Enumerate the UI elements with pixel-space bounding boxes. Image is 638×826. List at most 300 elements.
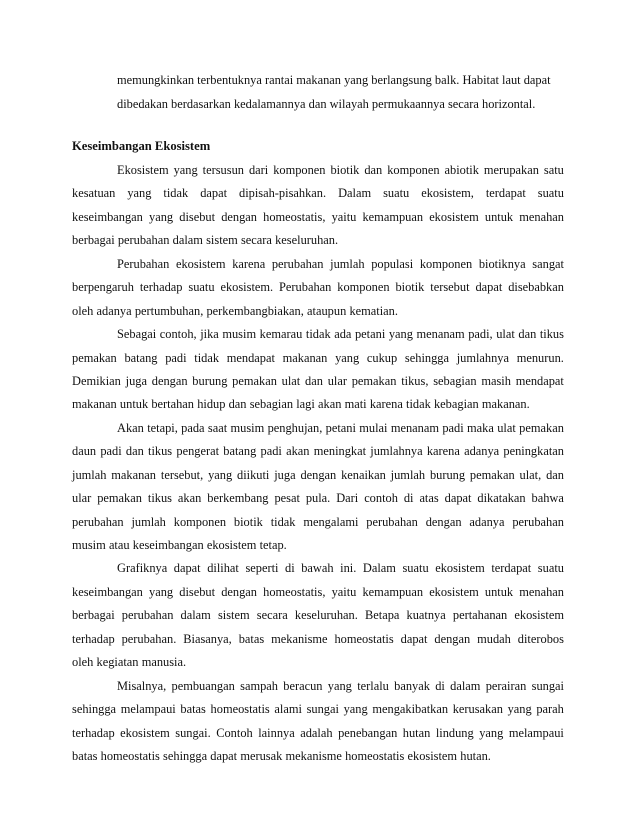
- word: burung: [192, 373, 228, 388]
- word: menahan: [519, 584, 564, 599]
- word: terhadap: [72, 631, 115, 646]
- word: satu: [543, 163, 564, 177]
- word: manusia.: [141, 655, 187, 670]
- word: tikus,: [401, 373, 429, 388]
- word: disebabkan: [508, 280, 564, 295]
- word: atau: [108, 538, 130, 552]
- word: kuatnya: [406, 608, 446, 623]
- word: ular: [327, 373, 347, 388]
- word: juga: [274, 467, 296, 482]
- word: hutan.: [460, 748, 491, 763]
- word: cukup: [366, 350, 398, 365]
- word: kerusakan: [452, 702, 503, 717]
- word: merusak: [240, 748, 283, 763]
- word: peningkatan: [503, 444, 564, 459]
- word: populasi: [371, 256, 414, 271]
- word: dan: [125, 444, 144, 459]
- word: dan: [546, 467, 564, 482]
- word: batang: [223, 444, 257, 459]
- word: ulat: [281, 373, 301, 388]
- word: biotik: [330, 163, 360, 177]
- word: perubahan.: [121, 631, 177, 646]
- word: saat: [207, 420, 228, 435]
- word: mengalami: [303, 514, 359, 529]
- word: padi: [442, 420, 464, 435]
- word: suatu: [537, 561, 564, 576]
- word: Ekosistem: [117, 163, 169, 177]
- word: ekosistem: [120, 725, 170, 740]
- paragraph-line: [72, 276, 564, 299]
- word: daun: [72, 444, 97, 459]
- word: yang: [479, 725, 504, 740]
- word: hidup: [197, 397, 226, 412]
- word: dapat: [200, 186, 228, 201]
- word: terdapat: [485, 186, 526, 201]
- word: mekanisme: [271, 631, 328, 646]
- word: dipisah-pisahkan.: [239, 186, 327, 201]
- word: terhadap: [139, 280, 183, 295]
- word: Grafiknya: [117, 561, 168, 576]
- word: jumlah: [390, 467, 426, 482]
- word: berpengaruh: [72, 280, 134, 295]
- word: jumlah: [72, 467, 107, 482]
- word: kegiatan: [96, 655, 139, 670]
- word: karena: [426, 444, 460, 459]
- word: hutan: [402, 725, 431, 740]
- word: pengerat: [176, 444, 220, 459]
- paragraph-line: [72, 323, 564, 346]
- word: berkembang: [207, 491, 269, 506]
- word: untuk: [119, 397, 149, 412]
- word: komponen: [387, 163, 440, 177]
- paragraph-line: [72, 159, 564, 182]
- paragraph-line: [72, 722, 564, 745]
- word: Dari: [336, 491, 359, 506]
- word: Dalam: [338, 186, 372, 201]
- word: komponen: [419, 256, 473, 271]
- word: masih: [481, 373, 511, 388]
- word: dalam: [172, 233, 203, 248]
- word: dan: [305, 373, 323, 388]
- word: tersusun: [202, 163, 244, 177]
- word: keseimbangan: [132, 538, 204, 552]
- paragraph-line: [72, 698, 564, 721]
- word: jumlahnya: [370, 444, 423, 459]
- word: batas: [238, 631, 265, 646]
- word: yaitu: [331, 584, 357, 599]
- word: biotik: [233, 514, 263, 529]
- word: homeostatis,: [263, 584, 326, 599]
- word: batang: [124, 350, 158, 365]
- word: makanan: [282, 350, 328, 365]
- word: secara: [256, 608, 288, 623]
- word: alami: [274, 702, 302, 717]
- word: pemakan: [72, 350, 117, 365]
- word: yang: [507, 702, 532, 717]
- word: Akan: [117, 420, 144, 435]
- word: tidak: [194, 350, 220, 365]
- word: sebagian: [433, 373, 477, 388]
- word: perubahan: [271, 256, 324, 271]
- paragraph-line: [72, 347, 564, 370]
- word: merupakan: [483, 163, 539, 177]
- word: jumlahnya: [456, 350, 509, 365]
- word: dengan: [221, 584, 257, 599]
- word: di: [435, 678, 445, 693]
- paragraph-line: [72, 534, 564, 557]
- word: yang: [388, 327, 413, 342]
- word: lagi: [296, 397, 315, 412]
- intro-line: memungkinkan terbentuknya rantai makanan yang berlangsung balk. Habitat laut dapat: [117, 73, 551, 87]
- paragraph-line: [72, 229, 564, 252]
- word: yaitu: [331, 209, 357, 224]
- word: pada: [181, 420, 205, 435]
- word: homeostatis: [210, 702, 270, 717]
- word: sehingga: [163, 748, 208, 763]
- word: ulat: [496, 327, 515, 342]
- word: pemakan: [469, 467, 515, 482]
- word: mengakibatkan: [372, 702, 449, 717]
- word: dengan: [300, 467, 337, 482]
- word: musim: [72, 538, 106, 552]
- paragraph: [72, 159, 564, 253]
- word: pesat: [274, 491, 300, 506]
- word: petani: [354, 327, 386, 342]
- word: Sebagai: [117, 327, 157, 342]
- word: pertumbuhan,: [134, 303, 204, 318]
- word: perubahan: [366, 514, 418, 529]
- word: sungai: [531, 678, 564, 693]
- word: sampah: [240, 678, 278, 693]
- paragraph-line: [72, 745, 564, 768]
- word: diikuti: [237, 467, 270, 482]
- paragraph-line: [72, 628, 564, 651]
- word: kematian.: [349, 303, 398, 318]
- word: dan: [364, 163, 383, 177]
- word: musim: [230, 420, 265, 435]
- word: melampaui: [508, 725, 564, 740]
- paragraph-line: [72, 300, 564, 323]
- word: keseimbangan: [72, 584, 143, 599]
- word: sebagian: [249, 397, 294, 412]
- paragraph-line: [72, 440, 564, 463]
- word: sungai.: [175, 725, 211, 740]
- word: adanya: [469, 514, 505, 529]
- word: mendapat: [226, 350, 275, 365]
- word: burung: [429, 467, 466, 482]
- word: suatu: [188, 280, 215, 295]
- word: abiotik: [444, 163, 479, 177]
- word: pemakan: [519, 420, 564, 435]
- word: diterobos: [517, 631, 564, 646]
- word: ekosistem: [429, 209, 479, 224]
- paragraph-line: [72, 464, 564, 487]
- word: Perubahan: [117, 256, 170, 271]
- paragraph: [72, 675, 564, 769]
- word: tikus: [539, 327, 564, 342]
- word: akan: [286, 444, 310, 459]
- word: ekosistem: [407, 748, 458, 763]
- word: sistem: [217, 608, 250, 623]
- word: makanan: [111, 467, 157, 482]
- word: pemakan: [232, 373, 277, 388]
- word: dikatakan: [477, 491, 526, 506]
- word: yang: [149, 209, 174, 224]
- word: padi: [260, 444, 282, 459]
- paragraph-line: [72, 206, 564, 229]
- word: disebut: [179, 209, 216, 224]
- word: tikus: [147, 491, 172, 506]
- word: terdapat: [491, 561, 532, 576]
- paragraph: [72, 417, 564, 558]
- paragraph-line: [72, 651, 564, 674]
- paragraph: [72, 323, 564, 417]
- word: yang: [335, 350, 360, 365]
- word: ulat,: [519, 467, 542, 482]
- paragraph-line: [72, 393, 564, 416]
- word: Perubahan: [279, 280, 332, 295]
- word: tikus: [148, 444, 173, 459]
- word: kesatuan: [72, 186, 116, 201]
- word: dengan: [221, 209, 257, 224]
- word: ular: [72, 491, 92, 506]
- paragraph-line: [72, 182, 564, 205]
- word: banyak: [394, 678, 430, 693]
- word: yang: [173, 163, 198, 177]
- section-heading: Keseimbangan Ekosistem: [72, 139, 211, 153]
- word: petani: [325, 420, 356, 435]
- word: sistem: [206, 233, 238, 248]
- word: tetap.: [259, 538, 287, 552]
- word: suatu: [402, 561, 429, 576]
- word: mendapat: [515, 373, 564, 388]
- word: Biasanya,: [183, 631, 232, 646]
- word: adalah: [300, 725, 333, 740]
- word: ekosistem: [206, 538, 257, 552]
- word: penghujan,: [267, 420, 323, 435]
- word: makanan.: [481, 397, 530, 412]
- word: homeostatis: [345, 748, 405, 763]
- paragraph-line: [72, 557, 564, 580]
- word: kebagian: [433, 397, 479, 412]
- word: jumlah: [330, 256, 365, 271]
- word: yang: [327, 678, 352, 693]
- word: dapat: [400, 631, 428, 646]
- word: karena: [369, 397, 403, 412]
- word: yang: [208, 467, 233, 482]
- word: kemarau: [259, 327, 303, 342]
- paragraph: [72, 557, 564, 674]
- word: pula.: [305, 491, 331, 506]
- paragraph-line: [72, 604, 564, 627]
- word: bahwa: [531, 491, 564, 506]
- word: parah: [536, 702, 564, 717]
- word: komponen: [337, 280, 390, 295]
- word: lindung: [435, 725, 474, 740]
- paragraph-line: [72, 581, 564, 604]
- word: menahan: [519, 209, 564, 224]
- word: ulat: [497, 420, 516, 435]
- word: batas: [180, 702, 206, 717]
- word: keseluruhan.: [275, 233, 339, 248]
- word: seperti: [245, 561, 279, 576]
- word: dilihat: [207, 561, 239, 576]
- word: terlalu: [357, 678, 389, 693]
- word: ekosistem,: [421, 186, 474, 201]
- word: penebangan: [338, 725, 398, 740]
- word: perkembangbiakan,: [206, 303, 304, 318]
- word: padi: [100, 444, 122, 459]
- paragraph-line: [72, 511, 564, 534]
- word: perubahan: [121, 608, 174, 623]
- word: yang: [149, 584, 174, 599]
- word: tidak: [406, 397, 431, 412]
- word: menanam: [390, 420, 440, 435]
- word: oleh: [72, 303, 94, 318]
- word: melampaui: [120, 702, 176, 717]
- word: dan: [518, 327, 537, 342]
- word: dan: [228, 397, 247, 412]
- word: ekosistem: [435, 561, 485, 576]
- word: untuk: [484, 584, 514, 599]
- word: dapat: [210, 748, 238, 763]
- word: komponen: [273, 163, 326, 177]
- word: jika: [200, 327, 219, 342]
- word: mati: [344, 397, 367, 412]
- word: ekosistem.: [220, 280, 274, 295]
- word: atas: [419, 491, 439, 506]
- word: biotik: [395, 280, 425, 295]
- word: sehingga: [404, 350, 449, 365]
- word: disebut: [179, 584, 216, 599]
- word: beracun: [283, 678, 323, 693]
- word: musim: [222, 327, 257, 342]
- word: akan: [177, 491, 202, 506]
- word: suatu: [537, 186, 564, 201]
- word: berbagai: [72, 233, 115, 248]
- word: contoh: [364, 491, 398, 506]
- word: biotiknya: [478, 256, 526, 271]
- word: dengan: [151, 373, 188, 388]
- paragraph-line: [72, 487, 564, 510]
- word: ekosistem: [514, 608, 564, 623]
- word: tidak: [163, 186, 189, 201]
- word: pembuangan: [171, 678, 235, 693]
- word: terhadap: [72, 725, 115, 740]
- word: homeostatis: [334, 631, 394, 646]
- word: menurun.: [516, 350, 564, 365]
- word: tidak: [305, 327, 331, 342]
- word: pemakan: [97, 491, 142, 506]
- word: adanya: [464, 444, 500, 459]
- word: mulai: [359, 420, 388, 435]
- word: dapat: [475, 280, 503, 295]
- word: perubahan: [117, 233, 170, 248]
- word: kenaikan: [341, 467, 386, 482]
- word: adanya: [96, 303, 132, 318]
- word: Misalnya,: [117, 678, 167, 693]
- word: secara: [240, 233, 272, 248]
- word: dalam: [450, 678, 481, 693]
- word: yang: [127, 186, 152, 201]
- word: oleh: [72, 655, 94, 670]
- body-text: [72, 159, 564, 768]
- word: berbagai: [72, 608, 115, 623]
- word: batas: [72, 748, 98, 763]
- paragraph-line: [72, 370, 564, 393]
- word: perairan: [485, 678, 527, 693]
- intro-line: dibedakan berdasarkan kedalamannya dan wilayah permukaannya secara horizontal.: [117, 96, 536, 111]
- word: Contoh: [216, 725, 253, 740]
- word: kemampuan: [362, 209, 424, 224]
- word: padi: [165, 350, 187, 365]
- word: ini.: [340, 561, 357, 576]
- word: mudah: [477, 631, 511, 646]
- word: dengan: [425, 514, 462, 529]
- word: contoh,: [159, 327, 197, 342]
- word: Betapa: [364, 608, 400, 623]
- word: yang: [343, 702, 368, 717]
- word: dengan: [434, 631, 471, 646]
- word: kemampuan: [362, 584, 424, 599]
- word: ekosistem: [429, 584, 479, 599]
- word: ada: [334, 327, 352, 342]
- word: pemakan: [351, 373, 397, 388]
- word: menanam: [416, 327, 465, 342]
- word: bawah: [301, 561, 334, 576]
- word: pertahanan: [452, 608, 508, 623]
- intro-continuation: [117, 69, 565, 116]
- word: tersebut,: [160, 467, 204, 482]
- word: homeostatis: [100, 748, 160, 763]
- word: keseimbangan: [72, 209, 143, 224]
- word: homeostatis,: [263, 209, 326, 224]
- word: sehingga: [72, 702, 117, 717]
- word: tersebut: [430, 280, 470, 295]
- word: akan: [318, 397, 342, 412]
- word: jumlah: [131, 514, 166, 529]
- paragraph-line: [72, 417, 564, 440]
- word: maka: [467, 420, 494, 435]
- word: meningkat: [313, 444, 367, 459]
- word: ataupun: [307, 303, 347, 318]
- word: juga: [125, 373, 147, 388]
- word: dari: [248, 163, 269, 177]
- word: dapat: [173, 561, 201, 576]
- word: komponen: [173, 514, 227, 529]
- paragraph-line: [72, 675, 564, 698]
- word: karena: [232, 256, 266, 271]
- word: Demikian: [72, 373, 121, 388]
- paragraph-line: [72, 253, 564, 276]
- word: di: [403, 491, 414, 506]
- word: keseluruhan.: [294, 608, 358, 623]
- word: perubahan: [512, 514, 564, 529]
- word: suatu: [383, 186, 410, 201]
- word: dapat: [444, 491, 472, 506]
- word: sungai: [306, 702, 339, 717]
- paragraph: [72, 253, 564, 323]
- word: dalam: [180, 608, 211, 623]
- word: sangat: [532, 256, 564, 271]
- word: ekosistem: [175, 256, 226, 271]
- word: bertahan: [151, 397, 194, 412]
- word: makanan: [72, 397, 117, 412]
- word: tetapi,: [147, 420, 178, 435]
- word: untuk: [484, 209, 514, 224]
- word: tidak: [270, 514, 296, 529]
- word: padi,: [468, 327, 493, 342]
